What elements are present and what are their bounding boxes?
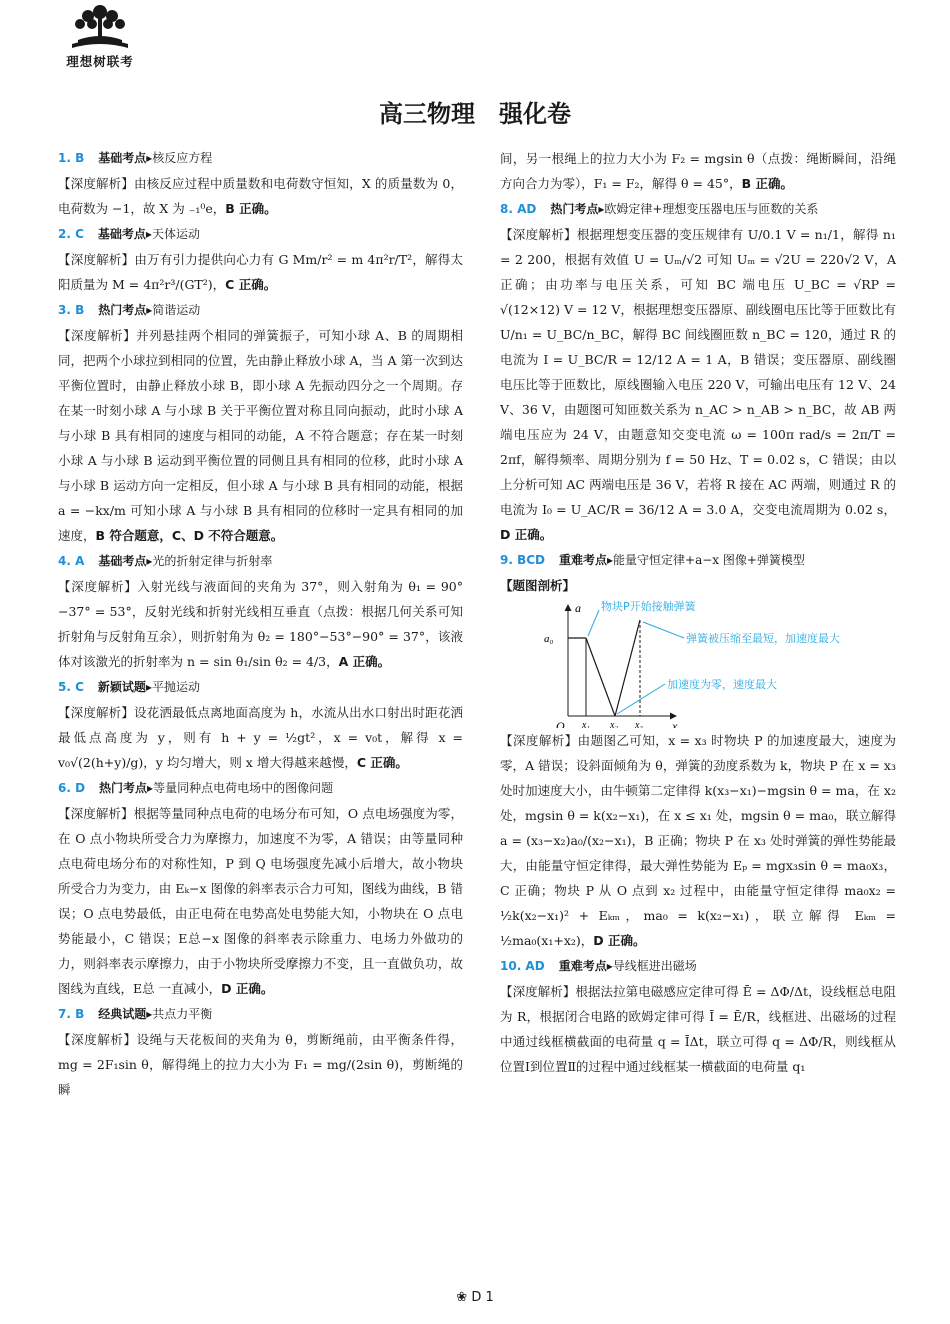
explanation: 【深度解析】由核反应过程中质量数和电荷数守恒知，X 的质量数为 0，电荷数为 −1，故 X 为 ₋₁⁰e，: [58, 176, 463, 216]
left-column: [58, 146, 463, 1103]
page-footer: [0, 1290, 950, 1305]
origin-label: O: [556, 719, 565, 728]
topic: 欧姆定律+理想变压器电压与匝数的关系: [604, 202, 819, 216]
explanation: 【深度解析】设花洒最低点离地面高度为 h，水流从出水口射出时距花洒最低点高度为 y，则有 h + y = ½gt²，x = v₀t，解得 x = v₀√(2(h+y)/g)，y 均匀增大，则 x 增大得越来越慢，: [58, 705, 463, 770]
answer: C 正确。: [225, 277, 277, 292]
topic: 光的折射定律与折射率: [152, 554, 273, 568]
annotation-max-compression: 弹簧被压缩至最短，加速度最大: [686, 632, 840, 645]
topic: 天体运动: [151, 227, 200, 241]
explanation: 【深度解析】根据等量同种点电荷的电场分布可知，O 点电场强度为零，在 O 点小物块所受合力为摩擦力，加速度不为零，A 错误；由等量同种点电荷电场分布的对称性知，P 到 Q 电场强度先减小后增大，故小物块所受合力为变力，由 Eₖ−x 图像的斜率表示合力可知，图线为曲线，B 错误；O 点电势最低，由正电荷在电势高处电势能大知，小物块在 O 点电势能最小，C 错误；E总−x 图像的斜率表示除重力、电场力外做功的力，则斜率表示摩擦力，由于小物块所受摩擦力不变，且一直做负功，故图线为直线，E总 一直减小，: [58, 806, 463, 996]
answer: D 正确。: [500, 527, 553, 542]
question-7-continued: [500, 146, 896, 196]
question-6: [58, 776, 463, 1001]
tick-x2: x₂: [610, 720, 618, 728]
topic: 导线框进出磁场: [612, 959, 697, 973]
right-column: [500, 146, 896, 1080]
topic: 核反应方程: [152, 151, 213, 165]
question-number: 1. B: [58, 151, 85, 165]
topic: 共点力平衡: [152, 1007, 213, 1021]
topic: 简谐运动: [152, 303, 201, 317]
question-7: [58, 1002, 463, 1102]
answer: C 正确。: [356, 755, 408, 770]
question-number: 2. C: [58, 227, 84, 241]
graph-down-segment: [586, 638, 615, 716]
explanation: 【深度解析】根据法拉第电磁感应定律可得 Ē = ΔΦ/Δt，设线框总电阻为 R，根据闭合电路的欧姆定律可得 Ī = Ē/R，线框进、出磁场的过程中通过线框横截面的电荷量 q = ĪΔt，联立可得 q = ΔΦ/R，则线框从位置Ⅰ到位置Ⅱ的过程中通过线框某一横截面的电荷量 q₁: [500, 984, 896, 1074]
explanation: 【深度解析】入射光线与液面间的夹角为 37°，则入射角为 θ₁ = 90°−37° = 53°，反射光线和折射光线相互垂直（点拨：根据几何关系可知折射角与反射角互余），则折射角为 θ₂ = 180°−53°−90° = 37°，该液体对该激光的折射率为 n = sin θ₁/sin θ₂ = 4/3，: [58, 579, 463, 669]
answer: A 正确。: [338, 654, 391, 669]
question-4: [58, 549, 463, 674]
explanation: 【深度解析】根据理想变压器的变压规律有 U/0.1 V = n₁/1，解得 n₁ = 2 200，根据有效值 U = Uₘ/√2 可知 Uₘ = √2U = 220√2 V，A 正确；由功率与电压关系，可知 BC 端电压 U_BC = √RP = √(12×12) V = 12 V，根据理想变压器原、副线圈电压比等于匝数比有 U/n₁ = U_BC/n_BC，解得 BC 间线圈匝数 n_BC = 120，通过 R 的电流为 I = U_BC/R = 12/12 A = 1 A，B 错误；变压器原、副线圈电压比等于匝数比，原线圈输入电压 220 V，可输出电压有 12 V、24 V、36 V，由题图可知匝数关系为 n_AC > n_AB > n_BC，故 AB 两端电压应为 24 V，由题意知交变电流 ω = 100π rad/s = 2π/T = 2πf，解得频率、周期分别为 f = 50 Hz、T = 0.02 s，C 错误；由以上分析可知 AC 两端电压是 36 V，若将 R 接在 AC 两端，则通过 R 的电流为 I₀ = U_AC/R = 36/12 A = 3.0 A，交变电流周期为 0.02 s，: [500, 227, 896, 517]
category: 热门考点▸: [98, 303, 153, 317]
answer: D 正确。: [221, 981, 274, 996]
logo-text: 理想树联考: [66, 54, 134, 69]
a0-label: a₀: [544, 633, 554, 645]
explanation: 间，另一根绳上的拉力大小为 F₂ = mgsin θ（点拨：绳断瞬间，沿绳方向合力为零），F₁ = F₂，解得 θ = 45°，: [500, 151, 896, 191]
explanation: 【深度解析】设绳与天花板间的夹角为 θ，剪断绳前，由平衡条件得，mg = 2F₁sin θ，解得绳上的拉力大小为 F₁ = mg/(2sin θ)，剪断绳的瞬: [58, 1032, 463, 1097]
figure-analysis-label: 【题图剖析】: [500, 578, 576, 593]
category: 基础考点▸: [97, 227, 152, 241]
category: 热门考点▸: [550, 202, 605, 216]
question-10: [500, 954, 896, 1079]
category: 基础考点▸: [98, 151, 153, 165]
annotation-max-speed: 加速度为零，速度最大: [667, 678, 777, 691]
a-x-graph: [500, 598, 896, 728]
page-title: 高三物理 强化卷: [379, 100, 571, 128]
question-number: 7. B: [58, 1007, 85, 1021]
question-number: 10. AD: [500, 959, 545, 973]
category: 经典试题▸: [98, 1007, 153, 1021]
question-number: 3. B: [58, 303, 85, 317]
question-5: [58, 675, 463, 775]
question-9: [500, 548, 896, 953]
tree-icon: [58, 2, 142, 52]
question-1: [58, 146, 463, 221]
tick-x3: x₃: [635, 720, 643, 728]
category: 热门考点▸: [99, 781, 154, 795]
answer: B 正确。: [225, 201, 277, 216]
note-pointer-1: [588, 610, 599, 636]
category: 新颖试题▸: [97, 680, 152, 694]
explanation: 【深度解析】并列悬挂两个相同的弹簧振子，可知小球 A、B 的周期相同，把两个小球拉到相同的位置，先由静止释放小球 A，当 A 第一次到达平衡位置时，由静止释放小球 B，即小球 A 先振动四分之一个周期。存在某一时刻小球 A 与小球 B 关于平衡位置对称且同向振动，此时小球 A 与小球 B 具有相同的速度与相同的动能，A 不符合题意；存在某一时刻小球 A 与小球 B 运动到平衡位置的同侧且具有相同的位移，此时小球 A 与小球 B 运动方向一定相反，但小球 A 与小球 B 具有相同的动能，根据 a = −kx/m 可知小球 A 与小球 B 具有相同的位移时一定具有相同的加速度，: [58, 328, 463, 543]
topic: 等量同种点电荷电场中的图像问题: [153, 781, 334, 795]
note-pointer-3: [617, 684, 665, 714]
answer: B 符合题意，C、D 不符合题意。: [95, 528, 284, 543]
category: 重难考点▸: [559, 553, 614, 567]
annotation-contact: 物块P开始接触弹簧: [601, 600, 696, 613]
note-pointer-2: [643, 622, 684, 638]
explanation: 【深度解析】由万有引力提供向心力有 G Mm/r² = m 4π²r/T²，解得太阳质量为 M = 4π²r³/(GT²)，: [58, 252, 463, 292]
category: 基础考点▸: [98, 554, 153, 568]
question-number: 8. AD: [500, 202, 537, 216]
footer-logo-icon: ❀: [456, 1290, 468, 1305]
explanation: 【深度解析】由题图乙可知，x = x₃ 时物块 P 的加速度最大，速度为零，A 错误；设斜面倾角为 θ，弹簧的劲度系数为 k，物块 P 在 x = x₃ 处时加速度大小，由牛顿第二定律得 k(x₃−x₁)−mgsin θ = ma，在 x₂ 处，mgsin θ = k(x₂−x₁)，在 x ≤ x₁ 处，mgsin θ = ma₀，联立解得 a = (x₃−x₂)a₀/(x₂−x₁)，B 正确；物块 P 在 x₃ 处时弹簧的弹性势能最大，由能量守恒定律得，最大弹性势能为 Eₚ = mgx₃sin θ = ma₀x₃，C 正确；物块 P 从 O 点到 x₂ 过程中，由能量守恒定律得 ma₀x₂ = ½k(x₂−x₁)² + Eₖₘ，ma₀ = k(x₂−x₁)，联立解得 Eₖₘ = ½ma₀(x₁+x₂)，: [500, 733, 896, 948]
axis-label-x: x: [672, 719, 678, 728]
category: 重难考点▸: [558, 959, 613, 973]
question-2: [58, 222, 463, 297]
question-number: 5. C: [58, 680, 84, 694]
question-number: 9. BCD: [500, 553, 545, 567]
question-number: 6. D: [58, 781, 86, 795]
question-3: [58, 298, 463, 548]
answer: B 正确。: [741, 176, 794, 191]
tick-x1: x₁: [582, 720, 590, 728]
question-number: 4. A: [58, 554, 85, 568]
axis-label-a: a: [575, 601, 581, 615]
page-number: D 1: [471, 1290, 494, 1305]
question-8: [500, 197, 896, 547]
topic: 平抛运动: [151, 680, 200, 694]
logo: [58, 2, 142, 72]
answer: D 正确。: [593, 933, 646, 948]
topic: 能量守恒定律+a−x 图像+弹簧模型: [613, 553, 805, 567]
